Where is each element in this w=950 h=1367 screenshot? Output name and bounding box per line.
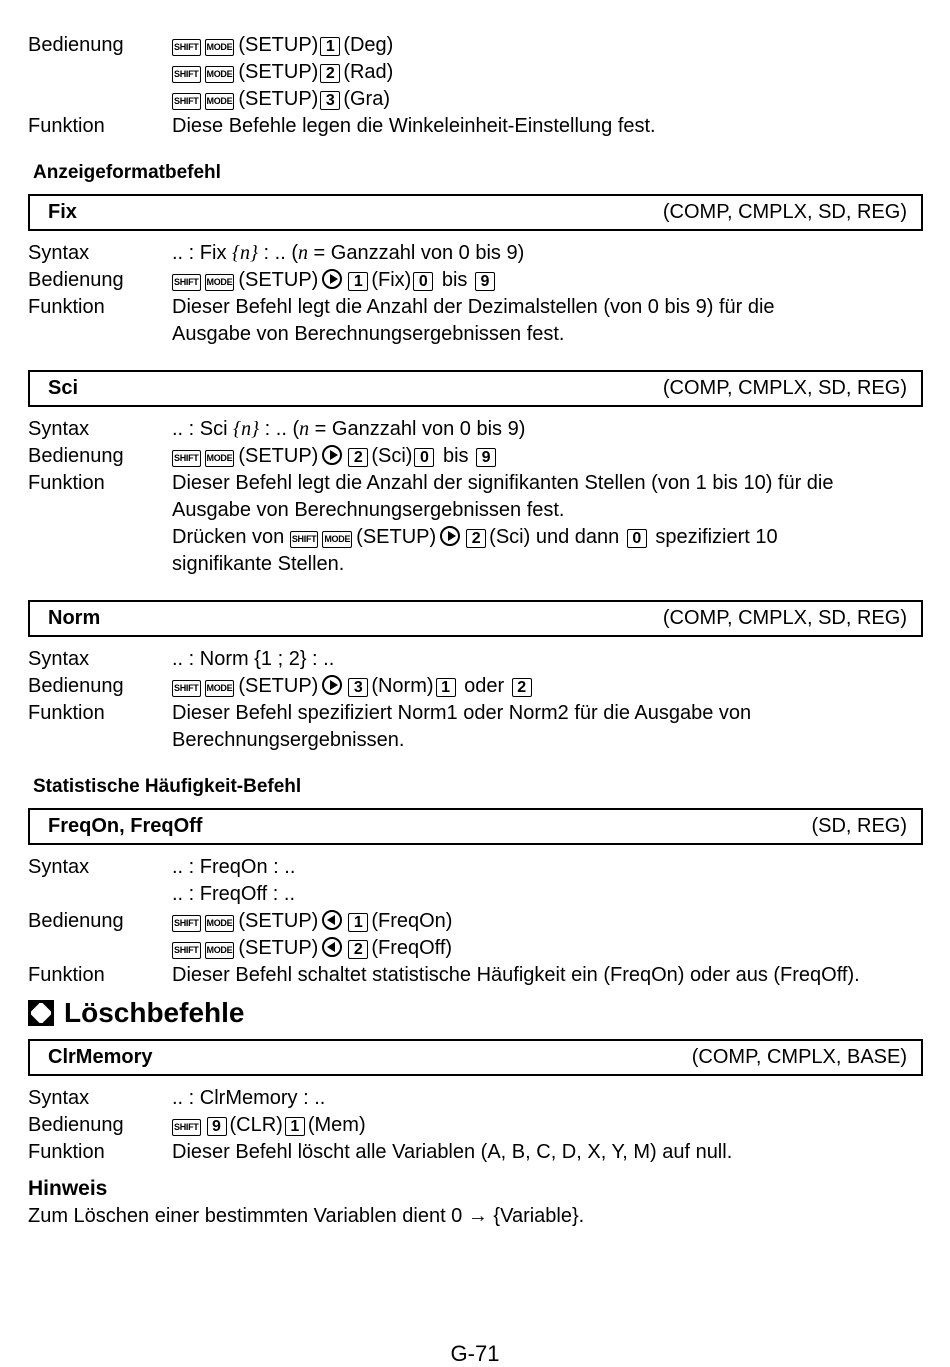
- label-bedienung: Bedienung: [28, 675, 124, 697]
- mode-key-icon: MODE: [205, 93, 235, 110]
- intro-funktion-row: [28, 113, 923, 140]
- clr-bedienung: SHIFT 9 (CLR) 1 (Mem): [174, 1114, 366, 1136]
- command-box-fix: [28, 194, 923, 231]
- mode-key-icon: MODE: [205, 39, 235, 56]
- right-arrow-key-icon: [322, 445, 342, 465]
- key-1-icon: 1: [285, 1117, 305, 1136]
- key-1-icon: 1: [320, 37, 340, 56]
- setup-text: (SETUP): [238, 88, 319, 110]
- command-modes: (COMP, CMPLX, BASE): [691, 1046, 907, 1068]
- setup-text: (SETUP): [238, 61, 319, 83]
- shift-key-icon: SHIFT: [172, 915, 201, 932]
- label-bedienung: Bedienung: [28, 1114, 124, 1136]
- right-arrow-key-icon: [322, 269, 342, 289]
- label-bedienung: Bedienung: [28, 34, 124, 56]
- key-0-icon: 0: [413, 272, 433, 291]
- label-funktion: Funktion: [28, 964, 105, 986]
- norm-syntax: .. : Norm {1 ; 2} : ..: [172, 648, 335, 670]
- left-arrow-key-icon: [322, 937, 342, 957]
- label-syntax: Syntax: [28, 242, 90, 264]
- key-2-icon: 2: [348, 448, 368, 467]
- page-number: G-71: [450, 1341, 500, 1366]
- label-funktion: Funktion: [28, 115, 105, 137]
- freq-bedienung: SHIFT MODE (SETUP) 1 (FreqOn) SHIFT MODE (SETUP) 2 (FreqOff): [174, 910, 453, 959]
- fix-syntax: .. : Fix {n} : .. (n = Ganzzahl von 0 bis 9): [172, 242, 525, 264]
- sci-funktion: Dieser Befehl legt die Anzahl der signifikanten Stellen (von 1 bis 10) für die Ausgabe von Berechnungsergebnissen fest. Drücken von SHIFT MODE (SETUP) 2 (Sci) und dann 0 spezifiziert 10 signifikante Stellen.: [172, 472, 834, 575]
- label-syntax: Syntax: [28, 856, 90, 878]
- freq-syntax: .. : FreqOn : .. .. : FreqOff : ..: [172, 856, 296, 905]
- key-0-icon: 0: [627, 529, 647, 548]
- shift-key-icon: SHIFT: [172, 450, 201, 467]
- command-box-clrmemory: [28, 1039, 923, 1076]
- right-arrow-key-icon: [322, 675, 342, 695]
- fix-bedienung: SHIFT MODE (SETUP) 1 (Fix) 0 bis 9: [172, 267, 923, 294]
- deg-text: (Deg): [343, 34, 394, 56]
- shift-key-icon: SHIFT: [172, 66, 201, 83]
- shift-key-icon: SHIFT: [172, 1119, 201, 1136]
- fix-funktion: Dieser Befehl legt die Anzahl der Dezimalstellen (von 0 bis 9) für die Ausgabe von Berechnungsergebnissen fest.: [172, 296, 775, 345]
- clr-syntax: .. : ClrMemory : ..: [172, 1087, 326, 1109]
- section-heading-anzeigeformat: Anzeigeformatbefehl: [33, 162, 221, 183]
- label-syntax: Syntax: [28, 418, 90, 440]
- intro-bedienung-row: [28, 32, 923, 59]
- clr-funktion: Dieser Befehl löscht alle Variablen (A, B, C, D, X, Y, M) auf null.: [172, 1141, 733, 1163]
- mode-key-icon: MODE: [322, 531, 352, 548]
- command-name: ClrMemory: [48, 1046, 153, 1068]
- sci-bedienung: SHIFT MODE (SETUP) 2 (Sci) 0 bis 9: [172, 443, 923, 470]
- command-name: FreqOn, FreqOff: [48, 815, 203, 837]
- mode-key-icon: MODE: [205, 942, 235, 959]
- right-arrow-key-icon: [440, 526, 460, 546]
- label-bedienung: Bedienung: [28, 910, 124, 932]
- mode-key-icon: MODE: [205, 66, 235, 83]
- label-syntax: Syntax: [28, 648, 90, 670]
- intro-funktion-text: Diese Befehle legen die Winkeleinheit-Einstellung fest.: [172, 115, 656, 137]
- hinweis-heading: Hinweis: [28, 1177, 108, 1200]
- shift-key-icon: SHIFT: [172, 680, 201, 697]
- key-1-icon: 1: [348, 272, 368, 291]
- label-bedienung: Bedienung: [28, 269, 124, 291]
- key-9-icon: 9: [476, 448, 496, 467]
- key-9-icon: 9: [475, 272, 495, 291]
- command-box-norm: [28, 600, 923, 637]
- shift-key-icon: SHIFT: [172, 942, 201, 959]
- key-1-icon: 1: [348, 913, 368, 932]
- command-name: Sci: [48, 377, 79, 399]
- label-funktion: Funktion: [28, 1141, 105, 1163]
- mode-key-icon: MODE: [205, 450, 235, 467]
- key-2-icon: 2: [466, 529, 486, 548]
- shift-key-icon: SHIFT: [172, 93, 201, 110]
- hinweis-text: Zum Löschen einer bestimmten Variablen dient 0 → {Variable}.: [28, 1205, 585, 1227]
- rad-text: (Rad): [343, 61, 394, 83]
- label-syntax: Syntax: [28, 1087, 90, 1109]
- mode-key-icon: MODE: [205, 274, 235, 291]
- key-2-icon: 2: [320, 64, 340, 83]
- label-funktion: Funktion: [28, 702, 105, 724]
- manual-page: [28, 32, 923, 1230]
- setup-text: (SETUP): [238, 34, 319, 56]
- label-funktion: Funktion: [28, 472, 105, 494]
- command-modes: (SD, REG): [811, 815, 907, 837]
- left-arrow-key-icon: [322, 910, 342, 930]
- shift-key-icon: SHIFT: [290, 531, 319, 548]
- section-marker-icon: [28, 1000, 54, 1026]
- key-1-icon: 1: [436, 678, 456, 697]
- label-bedienung: Bedienung: [28, 445, 124, 467]
- sci-syntax: .. : Sci {n} : .. (n = Ganzzahl von 0 bis 9): [172, 418, 526, 440]
- key-2-icon: 2: [512, 678, 532, 697]
- key-3-icon: 3: [320, 91, 340, 110]
- shift-key-icon: SHIFT: [172, 274, 201, 291]
- command-box-freq: [28, 808, 923, 845]
- label-funktion: Funktion: [28, 296, 105, 318]
- freq-funktion: Dieser Befehl schaltet statistische Häufigkeit ein (FreqOn) oder aus (FreqOff).: [172, 964, 860, 986]
- mode-key-icon: MODE: [205, 915, 235, 932]
- command-modes: (COMP, CMPLX, SD, REG): [662, 607, 907, 629]
- section-heading-statistik: Statistische Häufigkeit-Befehl: [33, 776, 302, 797]
- norm-bedienung: SHIFT MODE (SETUP) 3 (Norm) 1 oder 2: [172, 673, 923, 700]
- command-box-sci: [28, 370, 923, 407]
- command-name: Norm: [48, 607, 101, 629]
- gra-text: (Gra): [343, 88, 390, 110]
- key-0-icon: 0: [414, 448, 434, 467]
- key-2-icon: 2: [348, 940, 368, 959]
- command-modes: (COMP, CMPLX, SD, REG): [662, 201, 907, 223]
- key-3-icon: 3: [348, 678, 368, 697]
- section-heading-loeschbefehle: Löschbefehle: [28, 997, 923, 1029]
- command-name: Fix: [48, 201, 77, 223]
- key-9-icon: 9: [207, 1117, 227, 1136]
- shift-key-icon: SHIFT: [172, 39, 201, 56]
- command-modes: (COMP, CMPLX, SD, REG): [662, 377, 907, 399]
- mode-key-icon: MODE: [205, 680, 235, 697]
- norm-funktion: Dieser Befehl spezifiziert Norm1 oder Norm2 für die Ausgabe von Berechnungsergebnissen.: [172, 702, 752, 751]
